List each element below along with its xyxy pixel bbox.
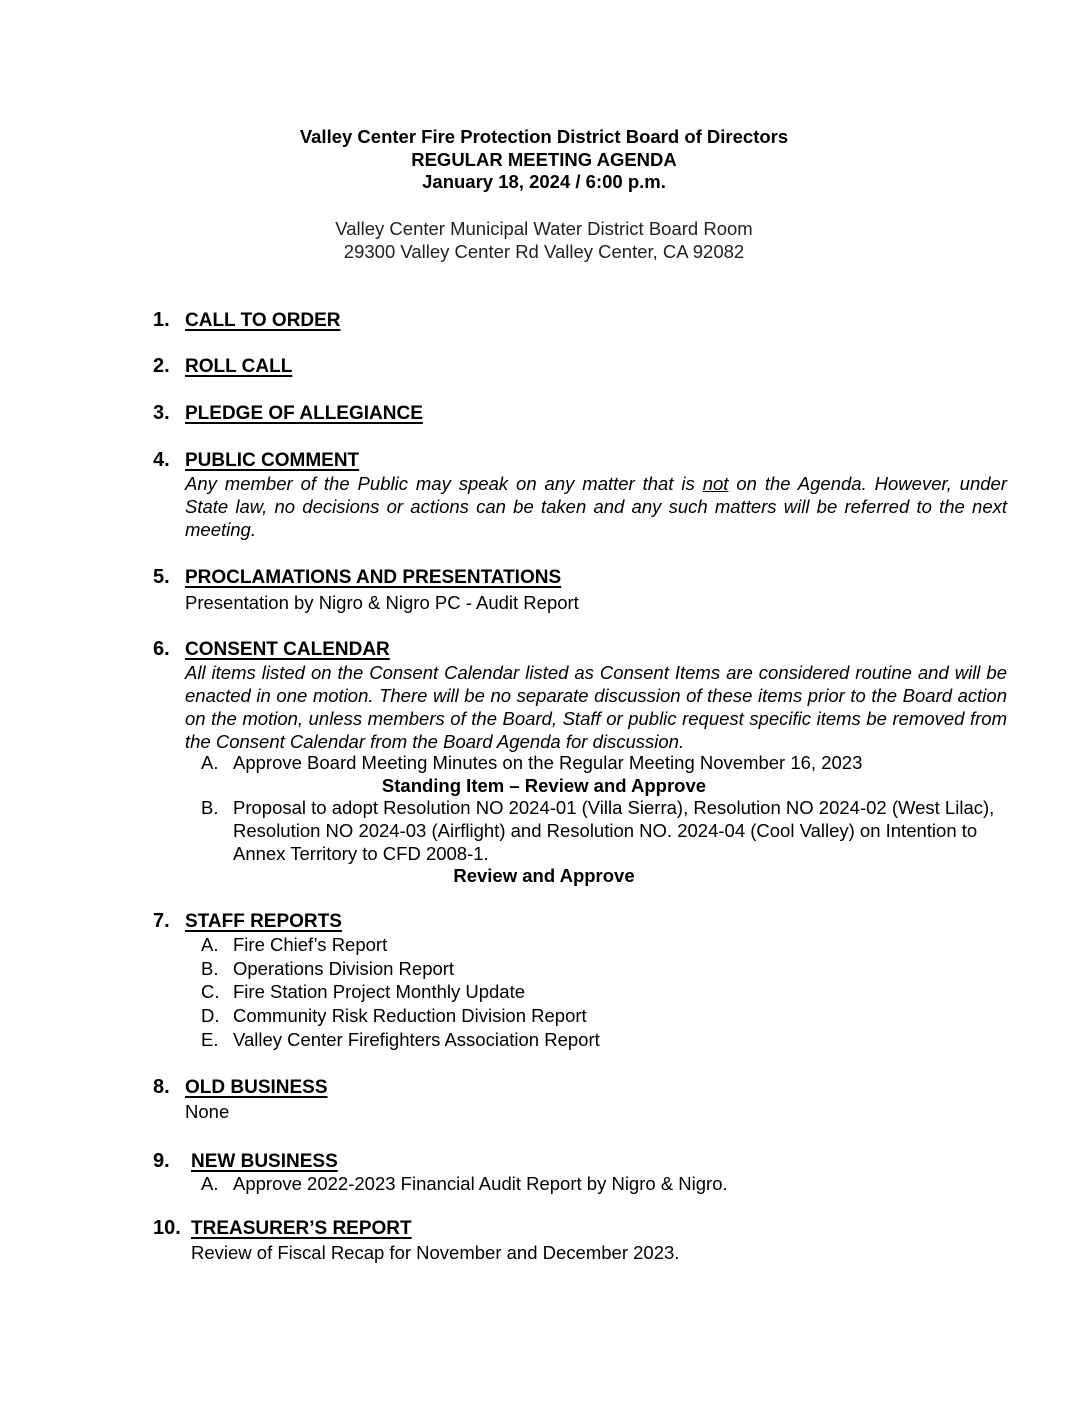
item-number: 4.: [153, 449, 170, 471]
item-number: 10.: [153, 1217, 181, 1239]
sub-item-letter: B.: [201, 958, 219, 979]
location-address: 29300 Valley Center Rd Valley Center, CA 92082: [343, 241, 745, 262]
item-number: 3.: [153, 402, 170, 424]
item-title-consent-calendar: CONSENT CALENDAR: [185, 639, 390, 660]
sub-item-letter: A.: [201, 1173, 219, 1194]
consent-item-note: Review and Approve: [453, 865, 635, 886]
item-number: 1.: [153, 309, 170, 331]
item-number: 2.: [153, 355, 170, 377]
item-title-proclamations: PROCLAMATIONS AND PRESENTATIONS: [185, 567, 562, 588]
consent-calendar-text: All items listed on the Consent Calendar listed as Consent Items are considered routine and will be enacted in one motion. There will be no separate discussion of these items prior to the Board action on the motion, unless members of the Board, Staff or public request specific items be removed from the Consent Calendar from the Board Agenda for discussion.: [185, 662, 1007, 752]
staff-report-item: Fire Chief’s Report: [233, 934, 388, 955]
treasurers-report-text: Review of Fiscal Recap for November and December 2023.: [191, 1242, 680, 1263]
item-number: 5.: [153, 566, 170, 588]
sub-item-letter: A.: [201, 934, 219, 955]
location-room: Valley Center Municipal Water District Board Room: [335, 218, 753, 239]
item-title-pledge: PLEDGE OF ALLEGIANCE: [185, 403, 423, 424]
consent-item-minutes: Approve Board Meeting Minutes on the Regular Meeting November 16, 2023: [233, 752, 863, 773]
meeting-date: January 18, 2024 / 6:00 p.m.: [422, 171, 666, 192]
item-number: 6.: [153, 638, 170, 660]
item-title-old-business: OLD BUSINESS: [185, 1077, 328, 1098]
consent-item-note: Standing Item – Review and Approve: [381, 775, 707, 796]
agenda-type: REGULAR MEETING AGENDA: [411, 148, 677, 170]
staff-report-item: Operations Division Report: [233, 958, 455, 979]
item-title-treasurers-report: TREASURER’S REPORT: [191, 1218, 412, 1239]
staff-report-item: Fire Station Project Monthly Update: [233, 981, 526, 1002]
item-title-roll-call: ROLL CALL: [185, 356, 293, 377]
public-comment-text-part2: on the Agenda. However, under State law, no decisions or actions can be taken and any such matters will be referred to the next meeting.: [185, 473, 1007, 540]
public-comment-emphasis: not: [702, 473, 729, 494]
new-business-item: Approve 2022-2023 Financial Audit Report by Nigro & Nigro.: [233, 1173, 728, 1194]
item-title-new-business: NEW BUSINESS: [191, 1151, 338, 1172]
item-title-call-to-order: CALL TO ORDER: [185, 310, 341, 331]
sub-item-letter: D.: [201, 1005, 220, 1026]
item-title-staff-reports: STAFF REPORTS: [185, 911, 342, 932]
public-comment-text: [185, 472, 1007, 541]
meeting-location: [0, 217, 1088, 263]
old-business-text: None: [185, 1101, 230, 1122]
item-number: 7.: [153, 910, 170, 932]
staff-report-item: Community Risk Reduction Division Report: [233, 1005, 587, 1026]
agenda-header: [0, 126, 1088, 194]
item-number: 8.: [153, 1076, 170, 1098]
proclamations-text: Presentation by Nigro & Nigro PC - Audit Report: [185, 592, 579, 613]
public-comment-text-part1: Any member of the Public may speak on any matter that is: [185, 473, 703, 494]
consent-item-resolutions: Proposal to adopt Resolution NO 2024-01 (Villa Sierra), Resolution NO 2024-02 (West Lilac), Resolution NO 2024-03 (Airflight) and Resolution NO. 2024-04 (Cool Valley) on Intention to Annex Territory to CFD 2008-1.: [233, 797, 995, 864]
sub-item-letter: E.: [201, 1029, 219, 1050]
item-number: 9.: [153, 1150, 170, 1172]
board-name: Valley Center Fire Protection District Board of Directors: [299, 126, 789, 147]
item-title-public-comment: PUBLIC COMMENT: [185, 450, 360, 471]
sub-item-letter: A.: [201, 752, 219, 773]
sub-item-letter: C.: [201, 981, 220, 1002]
sub-item-letter: B.: [201, 797, 219, 818]
staff-report-item: Valley Center Firefighters Association Report: [233, 1029, 600, 1050]
